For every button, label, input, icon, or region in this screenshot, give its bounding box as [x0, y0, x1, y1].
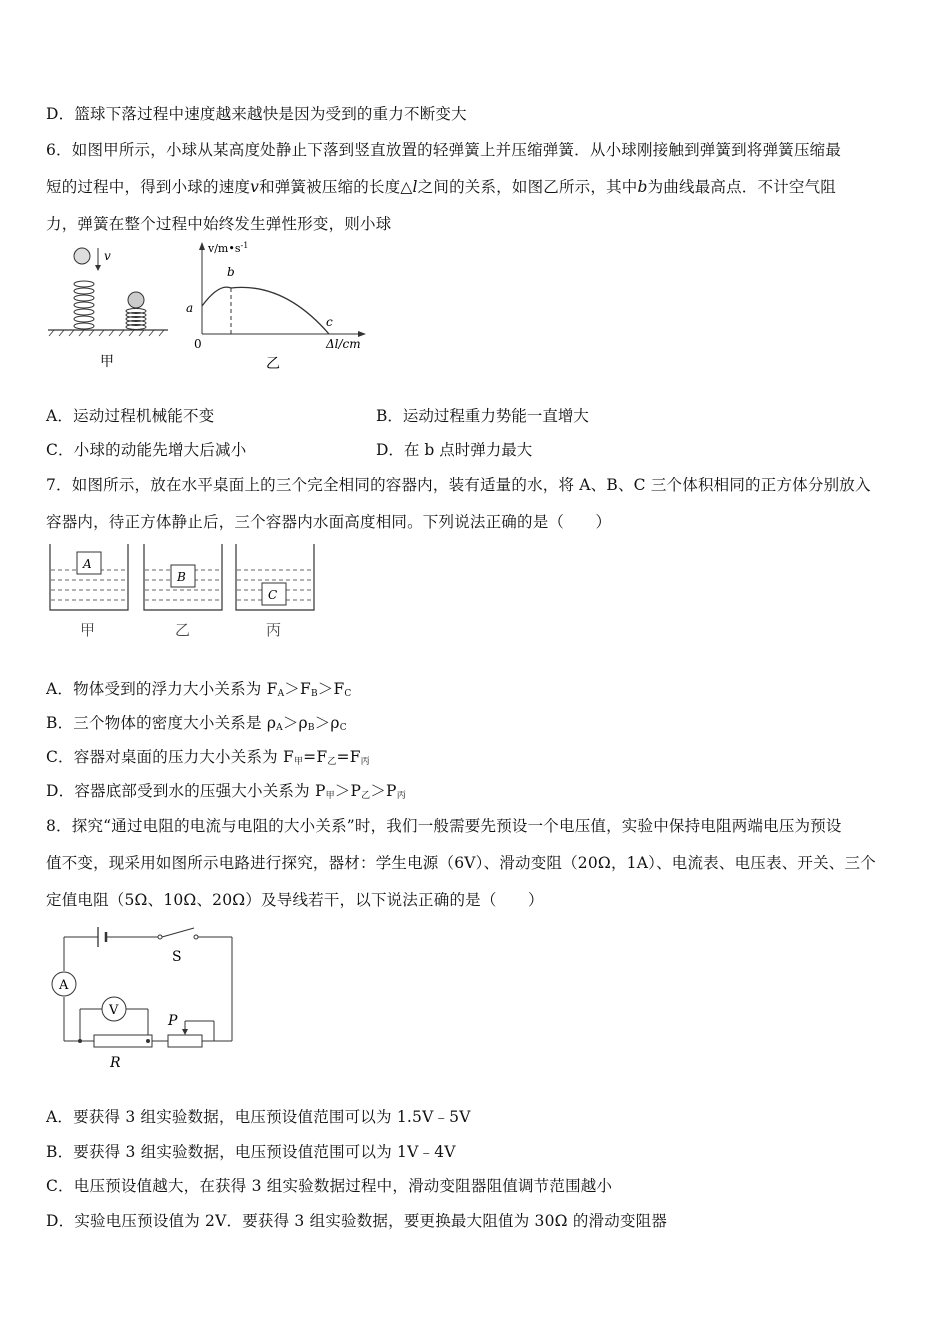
q6-option-d: D．在 b 点时弹力最大 — [376, 441, 533, 459]
slider-label: P — [168, 1013, 178, 1029]
q7-stem-line2: 容器内，待正方体静止后，三个容器内水面高度相同。下列说法正确的是（ ） — [46, 513, 612, 531]
block-c-label: C — [268, 588, 278, 602]
q8-stem-line2: 值不变，现采用如图所示电路进行探究，器材：学生电源（6V）、滑动变阻（20Ω，1A）、电流表、电压表、开关、三个 — [46, 854, 876, 872]
q7-option-c — [46, 745, 370, 767]
q6-stem-line3: 力，弹簧在整个过程中始终发生弹性形变，则小球 — [46, 215, 392, 233]
q8-stem-line1: 8．探究“通过电阻的电流与电阻的大小关系”时，我们一般需要先预设一个电压值，实验中保持电阻两端电压为预设 — [46, 817, 842, 835]
velocity-arrowhead — [95, 265, 101, 271]
rheostat — [168, 1035, 202, 1047]
container-bing — [236, 544, 314, 639]
compressed-spring — [126, 309, 146, 330]
q7a-sub: A — [277, 689, 285, 699]
q6-var-b: b — [637, 178, 648, 196]
q7-option-d — [46, 779, 406, 801]
point-b-label: b — [227, 265, 235, 279]
x-axis-label: Δl/cm — [326, 337, 361, 351]
q7d-text: ＞P — [370, 782, 397, 800]
caption-jia: 甲 — [80, 621, 96, 639]
q7-figure — [44, 540, 324, 645]
caption-yi: 乙 — [175, 621, 191, 639]
q7b-text: ＞ρ — [314, 714, 340, 732]
q7d-text: D．容器底部受到水的压强大小关系为 P — [46, 782, 326, 800]
q7b-sub: B — [307, 723, 315, 733]
q7a-text: A．物体受到的浮力大小关系为 F — [46, 680, 278, 698]
q7b-sub: A — [276, 723, 283, 733]
falling-ball — [74, 248, 90, 264]
y-axis-unit: v/m•s — [208, 242, 241, 255]
y-axis-label — [207, 241, 248, 255]
q6-text: 和弹簧被压缩的长度△ — [259, 178, 413, 196]
q7d-sub: 甲 — [325, 791, 335, 801]
q7d-sub: 乙 — [361, 791, 371, 801]
q7a-text: ＞F — [284, 680, 311, 698]
switch-contact-left — [158, 935, 162, 939]
ball-on-spring — [128, 292, 144, 308]
q6-stem-line1: 6．如图甲所示，小球从某高度处静止下落到竖直放置的轻弹簧上并压缩弹簧．从小球刚接触到弹簧到将弹簧压缩最 — [46, 141, 842, 159]
q7-stem-line1: 7．如图所示，放在水平桌面上的三个完全相同的容器内，装有适量的水，将 A、B、C 三个体积相同的正方体分别放入 — [46, 476, 871, 494]
q6-text: 为曲线最高点．不计空气阻 — [647, 178, 837, 196]
q8-option-c: C．电压预设值越大，在获得 3 组实验数据过程中，滑动变阻器阻值调节范围越小 — [46, 1177, 613, 1195]
q7c-text: =F — [303, 748, 328, 766]
y-axis-arrow — [199, 242, 205, 250]
q8-option-b: B．要获得 3 组实验数据，电压预设值范围可以为 1V﹣4V — [46, 1143, 456, 1161]
q6-option-a: A．运动过程机械能不变 — [46, 407, 215, 425]
block-b-label: B — [177, 570, 186, 584]
q7d-text: ＞P — [334, 782, 362, 800]
q7a-text: ＞F — [317, 680, 345, 698]
q7-option-b — [46, 711, 347, 733]
caption-bing: 丙 — [266, 621, 282, 639]
q7c-sub: 甲 — [293, 757, 304, 767]
switch-contact-right — [194, 935, 198, 939]
q7c-sub: 丙 — [360, 757, 370, 767]
ammeter-label: A — [59, 978, 69, 993]
velocity-curve — [202, 287, 329, 334]
ground-hatching — [49, 330, 164, 336]
q7b-sub: C — [339, 723, 347, 733]
switch-label: S — [172, 949, 182, 965]
q7b-text: ＞ρ — [282, 714, 308, 732]
q6-var-l: l — [412, 178, 418, 196]
long-spring — [74, 281, 94, 329]
origin-label: 0 — [194, 337, 202, 351]
junction-left — [78, 1039, 82, 1043]
q7b-text: B．三个物体的密度大小关系是 ρ — [46, 714, 277, 732]
q7-option-a — [46, 677, 352, 699]
q6-stem-line2 — [46, 175, 836, 197]
q6-text: 之间的关系，如图乙所示，其中 — [417, 178, 638, 196]
q7a-sub: B — [310, 689, 318, 699]
voltmeter-label: V — [109, 1003, 119, 1018]
block-a-label: A — [83, 557, 92, 571]
slider-arrow-icon — [182, 1029, 188, 1035]
q6-option-b: B．运动过程重力势能一直增大 — [376, 407, 589, 425]
q7a-sub: C — [344, 689, 352, 699]
q6-text: 短的过程中，得到小球的速度 — [46, 178, 251, 196]
y-axis-unit-exponent: -1 — [240, 241, 249, 250]
caption-yi: 乙 — [266, 356, 280, 372]
q7c-text: C．容器对桌面的压力大小关系为 F — [46, 748, 294, 766]
point-a-label: a — [186, 301, 194, 315]
resistor-label: R — [110, 1055, 121, 1071]
q7d-sub: 丙 — [396, 791, 406, 801]
q8-stem-line3: 定值电阻（5Ω、10Ω、20Ω）及导线若干，以下说法正确的是（ ） — [46, 891, 544, 909]
resistor-r — [94, 1035, 152, 1047]
q7c-text: =F — [336, 748, 361, 766]
q6-figure — [44, 238, 384, 376]
q8-option-d: D．实验电压预设值为 2V．要获得 3 组实验数据，要更换最大阻值为 30Ω 的滑动变阻器 — [46, 1212, 668, 1230]
container-jia — [50, 544, 128, 639]
point-c-label: c — [326, 315, 333, 329]
q7c-sub: 乙 — [327, 757, 337, 767]
q8-option-a: A．要获得 3 组实验数据，电压预设值范围可以为 1.5V﹣5V — [46, 1108, 471, 1126]
q8-circuit-diagram — [44, 925, 244, 1075]
q6-option-c: C．小球的动能先增大后减小 — [46, 441, 247, 459]
switch-blade — [162, 928, 194, 937]
velocity-label: v — [104, 249, 111, 263]
q6-var-v: v — [250, 178, 260, 196]
q5-option-d: D．篮球下落过程中速度越来越快是因为受到的重力不断变大 — [46, 105, 467, 123]
caption-jia: 甲 — [100, 354, 114, 370]
container-yi — [144, 544, 222, 639]
junction-right — [146, 1039, 150, 1043]
